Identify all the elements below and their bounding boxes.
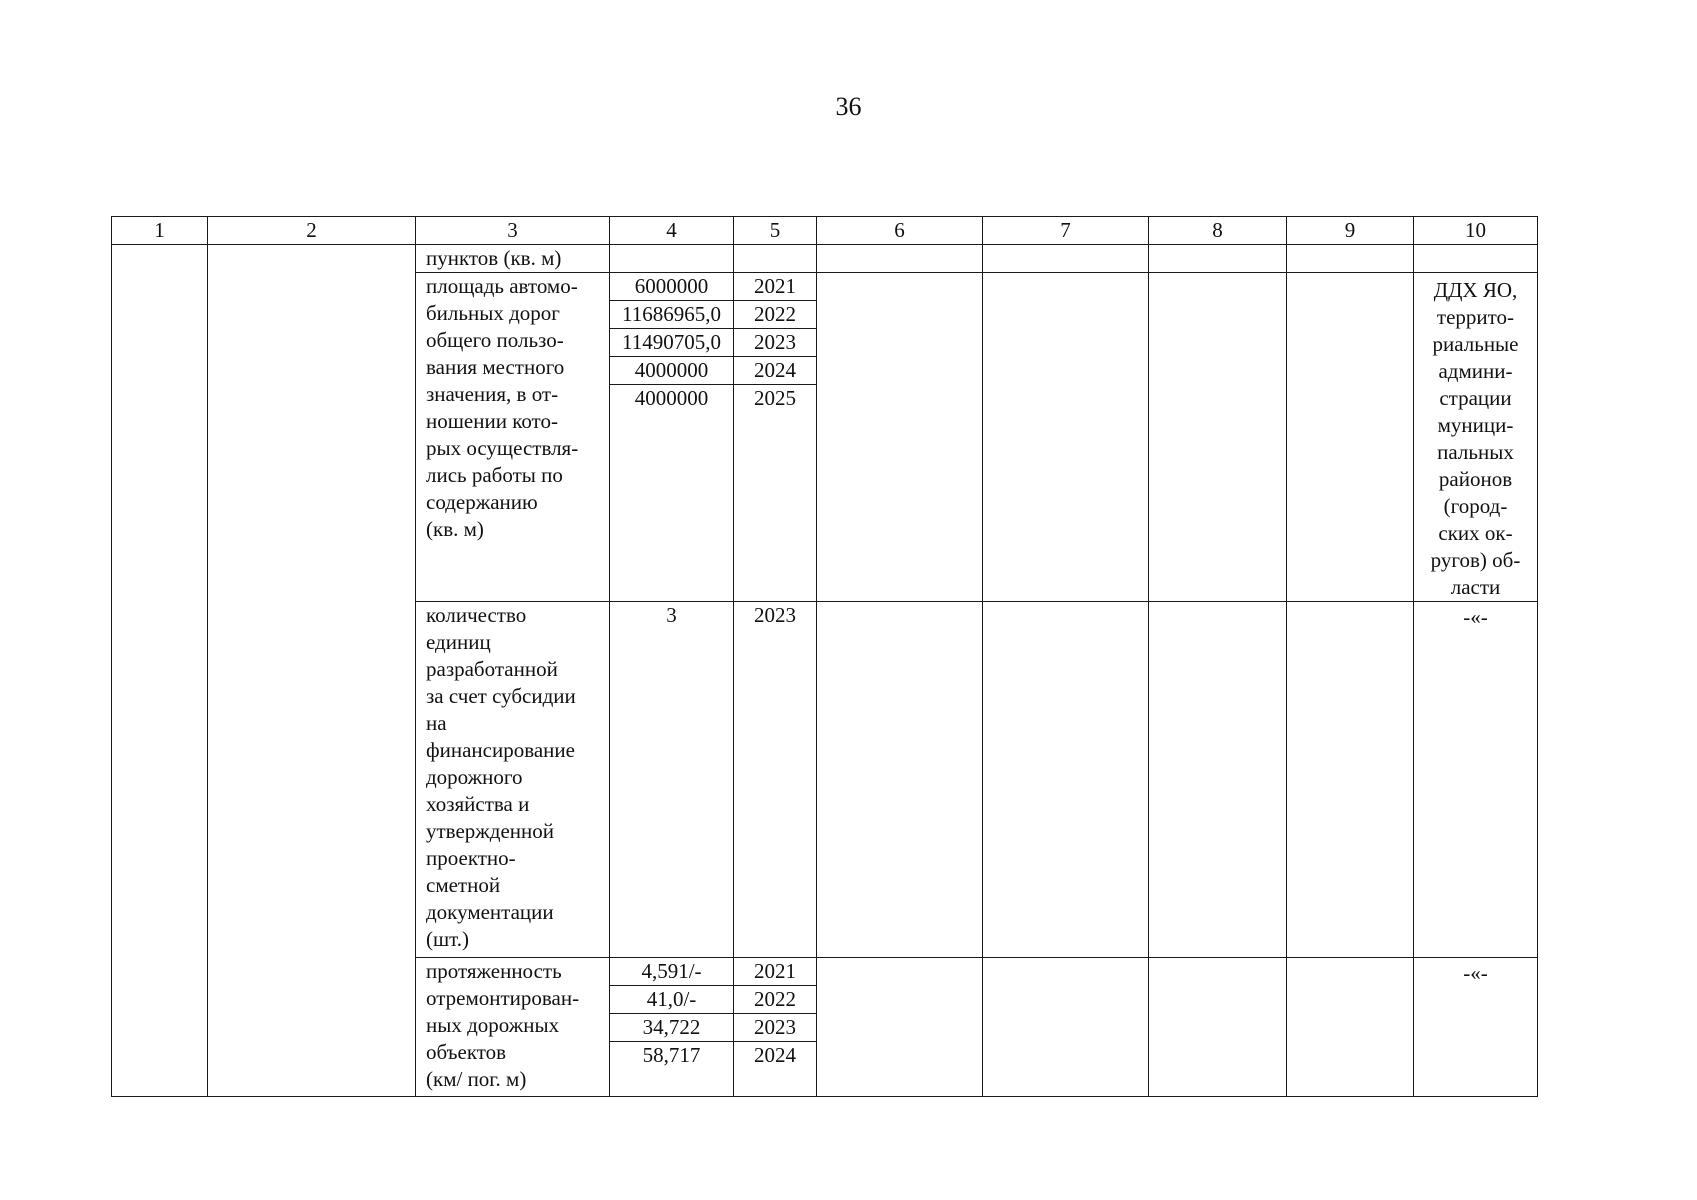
indicator-line: на — [426, 711, 447, 735]
indicator-line: документации — [426, 900, 554, 924]
empty-cell — [1287, 273, 1414, 602]
header-cell: 4 — [610, 217, 734, 245]
responsible-cell — [1414, 602, 1538, 958]
responsible-line: ласти — [1450, 575, 1501, 599]
header-cell: 8 — [1149, 217, 1287, 245]
responsible-line: ских ок- — [1438, 521, 1513, 545]
indicator-cell — [416, 273, 610, 602]
indicator-line: утвержденной — [426, 819, 555, 843]
indicator-line: бильных дорог — [426, 301, 560, 325]
empty-cell — [983, 958, 1149, 1097]
responsible-cell — [1414, 273, 1538, 602]
header-cell: 5 — [734, 217, 817, 245]
empty-cell — [1149, 602, 1287, 958]
indicator-line: протяженность — [426, 959, 562, 983]
empty-cell — [983, 602, 1149, 958]
indicator-line: общего пользо- — [426, 328, 564, 352]
responsible-cell — [1414, 958, 1538, 1097]
responsible-line: террито- — [1436, 305, 1515, 329]
value-entry: 4000000 — [634, 386, 709, 410]
empty-cell — [1414, 245, 1538, 273]
responsible-ditto: -«- — [1463, 961, 1488, 985]
indicator-line: финансирование — [426, 738, 575, 762]
responsible-line: ДДХ ЯО, — [1433, 278, 1518, 302]
values-cell — [610, 958, 734, 1097]
responsible-line: риальные — [1432, 332, 1519, 356]
empty-cell — [817, 273, 983, 602]
indicator-line: отремонтирован- — [426, 986, 580, 1010]
indicator-line: содержанию — [426, 490, 538, 514]
responsible-line: страции — [1439, 386, 1512, 410]
years-cell — [734, 602, 817, 958]
header-cell: 3 — [416, 217, 610, 245]
header-cell: 2 — [208, 217, 416, 245]
indicator-line: объектов — [426, 1040, 507, 1064]
header-cell: 10 — [1414, 217, 1538, 245]
empty-cell — [1287, 245, 1414, 273]
empty-cell — [1149, 245, 1287, 273]
indicator-line: (кв. м) — [426, 517, 484, 541]
empty-cell — [817, 958, 983, 1097]
indicator-cell — [416, 958, 610, 1097]
table-row-continuation — [112, 245, 1538, 273]
empty-cell — [1149, 958, 1287, 1097]
table-header-row — [112, 217, 1538, 245]
responsible-line: админи- — [1438, 359, 1513, 383]
year-entry: 2024 — [754, 1043, 796, 1067]
indicator-line: хозяйства и — [426, 792, 530, 816]
empty-cell — [983, 245, 1149, 273]
indicator-line: рых осуществля- — [426, 436, 579, 460]
year-entry: 2021 — [734, 273, 816, 301]
indicator-line: вания местного — [426, 355, 565, 379]
indicator-line: (км/ пог. м) — [426, 1067, 527, 1091]
indicator-line: дорожного — [426, 765, 523, 789]
empty-cell — [1287, 958, 1414, 1097]
empty-cell — [1149, 273, 1287, 602]
indicator-line: проектно- — [426, 846, 516, 870]
year-entry: 2023 — [754, 603, 796, 627]
indicator-line: за счет субсидии — [426, 684, 576, 708]
header-cell: 1 — [112, 217, 208, 245]
empty-cell — [1287, 602, 1414, 958]
year-entry: 2025 — [754, 386, 796, 410]
responsible-line: пальных — [1437, 440, 1514, 464]
indicator-line: ношении кото- — [426, 409, 558, 433]
header-cell: 6 — [817, 217, 983, 245]
page-number: 36 — [835, 92, 862, 121]
responsible-line: муници- — [1437, 413, 1514, 437]
year-entry: 2021 — [734, 958, 816, 986]
indicator-line: ных дорожных — [426, 1013, 560, 1037]
indicator-line: значения, в от- — [426, 382, 559, 406]
years-cell — [734, 958, 817, 1097]
value-entry: 41,0/- — [610, 986, 733, 1014]
indicator-line: количество — [426, 603, 527, 627]
responsible-line: районов — [1438, 467, 1513, 491]
year-entry: 2022 — [734, 986, 816, 1014]
value-entry: 6000000 — [610, 273, 733, 301]
value-entry: 11686965,0 — [610, 301, 733, 329]
col2-merged-cell — [208, 245, 416, 1097]
values-cell — [610, 273, 734, 602]
empty-cell — [734, 245, 817, 273]
indicators-table — [111, 216, 1538, 1097]
indicator-line: разработанной — [426, 657, 558, 681]
values-cell — [610, 602, 734, 958]
indicator-line: единиц — [426, 630, 491, 654]
years-cell — [734, 273, 817, 602]
responsible-line: ругов) об- — [1430, 548, 1521, 572]
indicator-line: сметной — [426, 873, 501, 897]
value-entry: 3 — [666, 603, 677, 627]
continuation-text-cell: пунктов (кв. м) — [416, 245, 610, 273]
empty-cell — [610, 245, 734, 273]
value-entry: 4000000 — [610, 357, 733, 385]
header-cell: 7 — [983, 217, 1149, 245]
col1-merged-cell — [112, 245, 208, 1097]
indicator-line: площадь автомо- — [426, 274, 578, 298]
indicator-line: (шт.) — [426, 927, 470, 951]
responsible-ditto: -«- — [1463, 605, 1488, 629]
year-entry: 2022 — [734, 301, 816, 329]
value-entry: 58,717 — [642, 1043, 701, 1067]
header-cell: 9 — [1287, 217, 1414, 245]
empty-cell — [983, 273, 1149, 602]
value-entry: 4,591/- — [610, 958, 733, 986]
empty-cell — [817, 245, 983, 273]
value-entry: 11490705,0 — [610, 329, 733, 357]
indicator-line: лись работы по — [426, 463, 563, 487]
indicator-cell — [416, 602, 610, 958]
responsible-line: (город- — [1443, 494, 1508, 518]
year-entry: 2023 — [734, 329, 816, 357]
empty-cell — [817, 602, 983, 958]
year-entry: 2023 — [734, 1014, 816, 1042]
value-entry: 34,722 — [610, 1014, 733, 1042]
year-entry: 2024 — [734, 357, 816, 385]
